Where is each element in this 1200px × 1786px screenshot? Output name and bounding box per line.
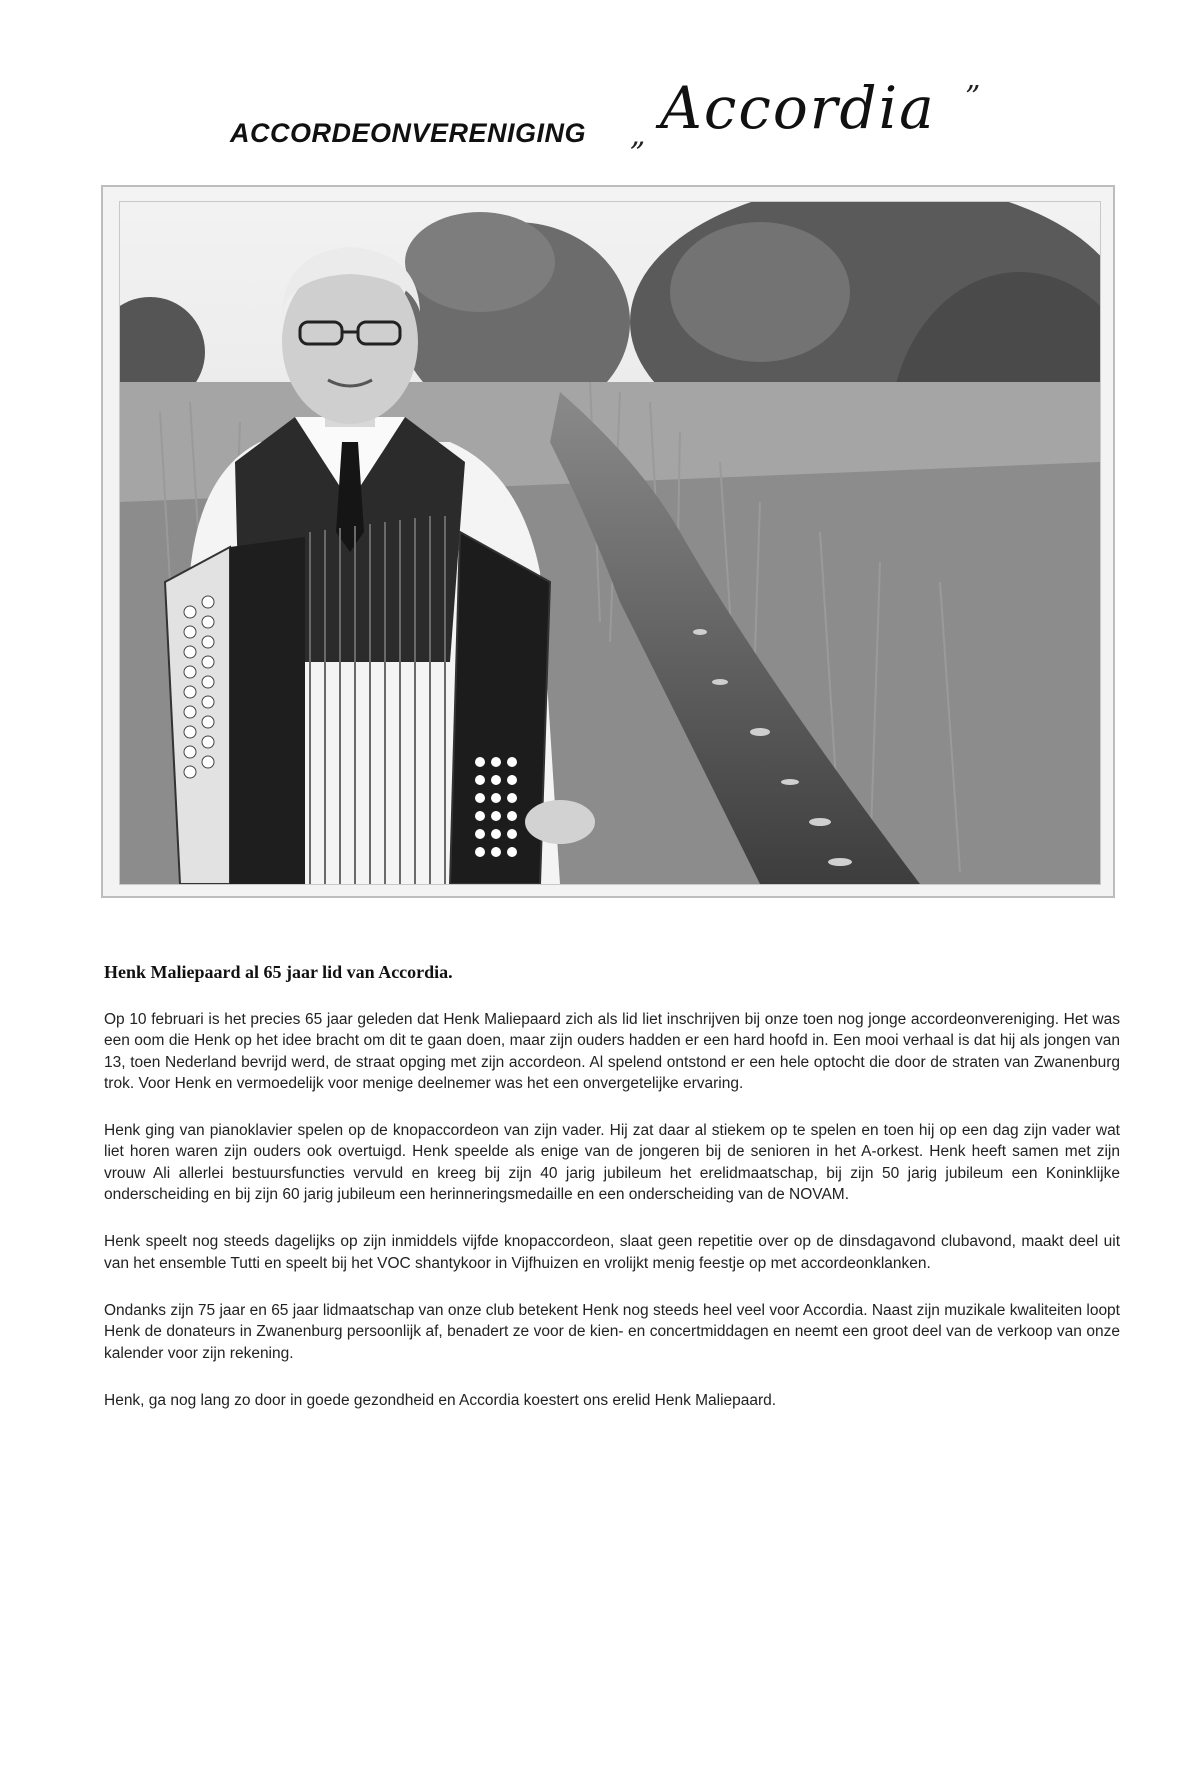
article-paragraph: Op 10 februari is het precies 65 jaar geleden dat Henk Maliepaard zich als lid liet inschrijven bij onze toen nog jonge accordeonvereniging. Het was een oom die Henk op het idee bracht om dit te gaan doen, maar zijn ouders hadden er een hard hoofd in. Een mooi verhaal is dat hij als jongen van 13, toen Nederland bevrijd werd, de straat opging met zijn accordeon. Al spelend ontstond er een hele optocht die door de straten van Zwanenburg trok. Voor Henk en vermoedelijk voor menige deelnemer was het een onvergetelijke ervaring. bbox=[104, 1011, 1120, 1092]
brand-logo: Accordia bbox=[660, 74, 936, 142]
photo-illustration bbox=[120, 202, 1100, 884]
article-paragraph: Henk ging van pianoklavier spelen op de knopaccordeon van zijn vader. Hij zat daar al stiekem op te spelen en toen hij op een dag zijn vader wat liet horen waren zijn ouders ook overtuigd. Henk speelde als enige van de jongeren bij de senioren in het A-orkest. Henk heeft samen met zijn vrouw Ali allerlei bestuursfuncties vervuld en kreeg bij zijn 40 jarig jubileum het erelidmaatschap, bij zijn 50 jarig jubileum een Koninklijke onderscheiding en bij zijn 60 jarig jubileum een herinneringsmedaille en een onderscheiding van de NOVAM. bbox=[104, 1122, 1120, 1204]
photo bbox=[119, 201, 1101, 885]
brand-quote-open: „ bbox=[630, 118, 646, 153]
article-title: Henk Maliepaard al 65 jaar lid van Accordia. bbox=[104, 962, 453, 982]
article-paragraph: Ondanks zijn 75 jaar en 65 jaar lidmaatschap van onze club betekent Henk nog steeds heel veel voor Accordia. Naast zijn muzikale kwaliteiten loopt Henk de donateurs in Zwanenburg persoonlijk af, benadert ze voor de kien- en concertmiddagen en neemt een groot deel van de verkoop van onze kalender voor zijn rekening. bbox=[104, 1301, 1120, 1362]
brand-quote-close: ” bbox=[965, 80, 981, 115]
photo-frame bbox=[101, 185, 1115, 898]
article-paragraph: Henk speelt nog steeds dagelijks op zijn inmiddels vijfde knopaccordeon, slaat geen repetitie over op de dinsdagavond clubavond, maakt deel uit van het ensemble Tutti en speelt bij het VOC shantykoor in Vijfhuizen en vrolijkt menig feestje op met accordeonklanken. bbox=[104, 1233, 1120, 1272]
article-paragraph: Henk, ga nog lang zo door in goede gezondheid en Accordia koestert ons erelid Henk Maliepaard. bbox=[104, 1391, 777, 1409]
organization-name: ACCORDEONVERENIGING bbox=[230, 118, 587, 148]
article bbox=[104, 962, 1120, 1437]
page-header bbox=[0, 70, 1200, 160]
